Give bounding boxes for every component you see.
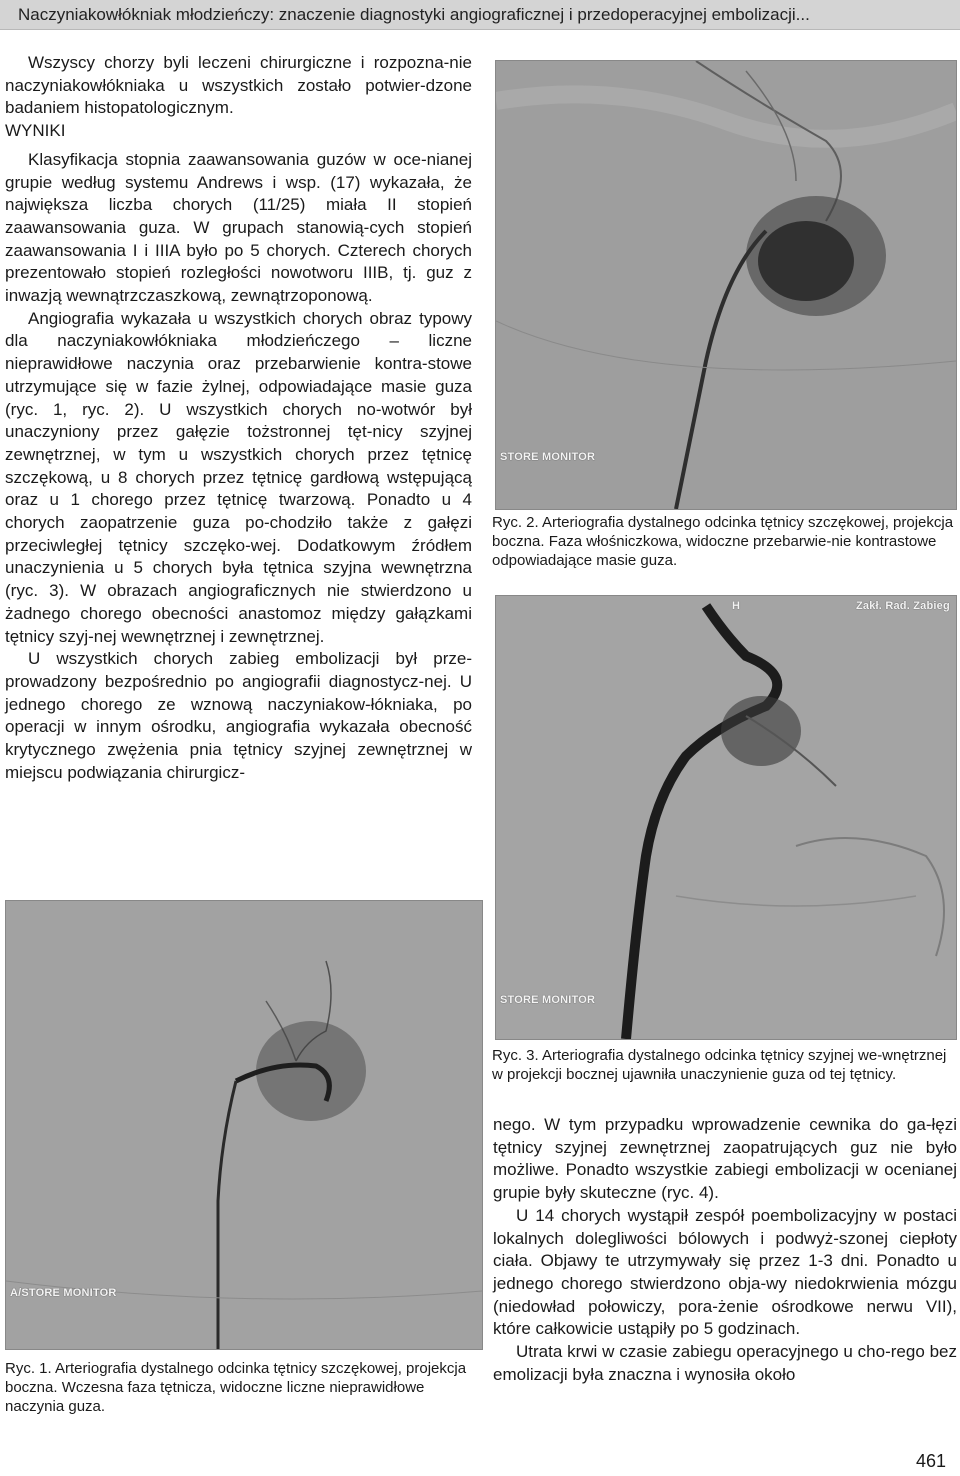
monitor-label: STORE MONITOR xyxy=(500,451,596,463)
figure-1-caption: Ryc. 1. Arteriografia dystalnego odcinka tętnicy szczękowej, projekcja boczna. Wczesna faza tętnicza, widoczne liczne nieprawidłowe naczynia guza. xyxy=(5,1360,467,1415)
right-text-column xyxy=(493,1114,957,1386)
paragraph-continuation: nego. W tym przypadku wprowadzenie cewnika do ga-łęzi tętnicy szyjnej zewnętrznej zaopatrujących guz nie było możliwe. Ponadto wszystkie zabiegi embolizacji w ocenianej grupie były skuteczne (ryc. 4). xyxy=(493,1115,957,1203)
section-heading-results: WYNIKI xyxy=(5,121,66,141)
paragraph-staging: Klasyfikacja stopnia zaawansowania guzów w oce-nianej grupie według systemu Andrews i wsp. (17) wykazała, że największa liczba chorych (11/25) miała II stopień zaawansowania guza. W grupach stanowią-cych stopień zaawansowania I i IIIA było po 5 chorych. Czterech chorych prezentowało stopień rozległości nowotworu IIIB, tj. guz z inwazją wewnątrzczaszkową, zewnątrzoponową. xyxy=(5,149,472,306)
page-number: 461 xyxy=(915,1451,946,1471)
corner-letter-h: H xyxy=(732,600,741,612)
paragraph-postembolization: U 14 chorych wystąpił zespół poembolizacyjny w postaci lokalnych dolegliwości bólowych i podwyż-szonej ciepłoty ciała. Objawy te utrzymywały się przez 1-3 dni. Ponadto u jednego chorego stwierdzono obja-wy niedokrwienia mózgu (niedowład połowiczy, pora-żenie ośrodkowe nerwu VII), które całkowicie ustąpiły po 5 godzinach. xyxy=(493,1205,957,1339)
angiogram-image xyxy=(496,596,956,1039)
figure-3-caption: Ryc. 3. Arteriografia dystalnego odcinka tętnicy szyjnej we-wnętrznej w projekcji bocznej ujawniła unaczynienie guza od tej tętnicy. xyxy=(492,1047,947,1083)
paragraph-blood-loss: Utrata krwi w czasie zabiegu operacyjnego u cho-rego bez emolizacji była znaczna i wynosiła około xyxy=(493,1342,957,1384)
angiogram-image xyxy=(496,61,956,509)
institution-label: Zakł. Rad. Zabieg xyxy=(856,600,950,612)
paragraph-methods-end: Wszyscy chorzy byli leczeni chirurgiczne i rozpozna-nie naczyniakowłókniaka u wszystkich zostało potwier-dzone badaniem histopatologicznym. xyxy=(5,53,472,118)
left-text-column xyxy=(5,52,472,785)
monitor-label: A/STORE MONITOR xyxy=(10,1287,117,1299)
angiogram-image xyxy=(6,901,482,1349)
running-header: Naczyniakowłókniak młodzieńczy: znaczenie diagnostyki angiograficznej i przedoperacyjnej embolizacji... xyxy=(0,0,960,30)
paragraph-embolization: U wszystkich chorych zabieg embolizacji był prze-prowadzony bezpośrednio po angiografii diagnostycz-nej. U jednego chorego ze wznową naczyniakow-łókniaka, po operacji w innym ośrodku, angiografia wykazała obecność krytycznego zwężenia pnia tętnicy szyjnej zewnętrznej w miejscu podwiązania chirurgicz- xyxy=(5,649,472,782)
figure-2-caption: Ryc. 2. Arteriografia dystalnego odcinka tętnicy szczękowej, projekcja boczna. Faza włośniczkowa, widoczne przebarwie-nie kontrastowe odpowiadające masie guza. xyxy=(492,514,954,569)
monitor-label: STORE MONITOR xyxy=(500,994,596,1006)
figure-2-angiogram xyxy=(495,60,957,510)
figure-3-angiogram xyxy=(495,595,957,1040)
figure-1-angiogram xyxy=(5,900,483,1350)
paragraph-angiography: Angiografia wykazała u wszystkich chorych obraz typowy dla naczyniakowłókniaka młodzieńczego – liczne nieprawidłowe naczynia oraz przebarwienie kontra-stowe utrzymujące się w fazie żylnej, odpowiadające masie guza (ryc. 1, ryc. 2). U wszystkich chorych no-wotwór był unaczyniony przez gałęzie tożstronnej tęt-nicy szyjnej zewnętrznej, w tym u wszystkich chorych przez tętnicę szczękową, u 8 chorych przez tętnicę gardłową wstępującą oraz u 1 chorego przez tętnicę twarzową. Ponadto u 4 chorych zaopatrzenie guza po-chodziło także z gałęzi przeciwległej tętnicy szczęko-wej. Dodatkowym źródłem unaczynienia u 5 chorych była tętnica szyjna wewnętrzna (ryc. 3). W obrazach angiograficznych nie stwierdzono u żadnego chorego obecności anastomoz między gałązkami tętnicy szyj-nej wewnętrznej i zewnętrznej. xyxy=(5,308,472,646)
